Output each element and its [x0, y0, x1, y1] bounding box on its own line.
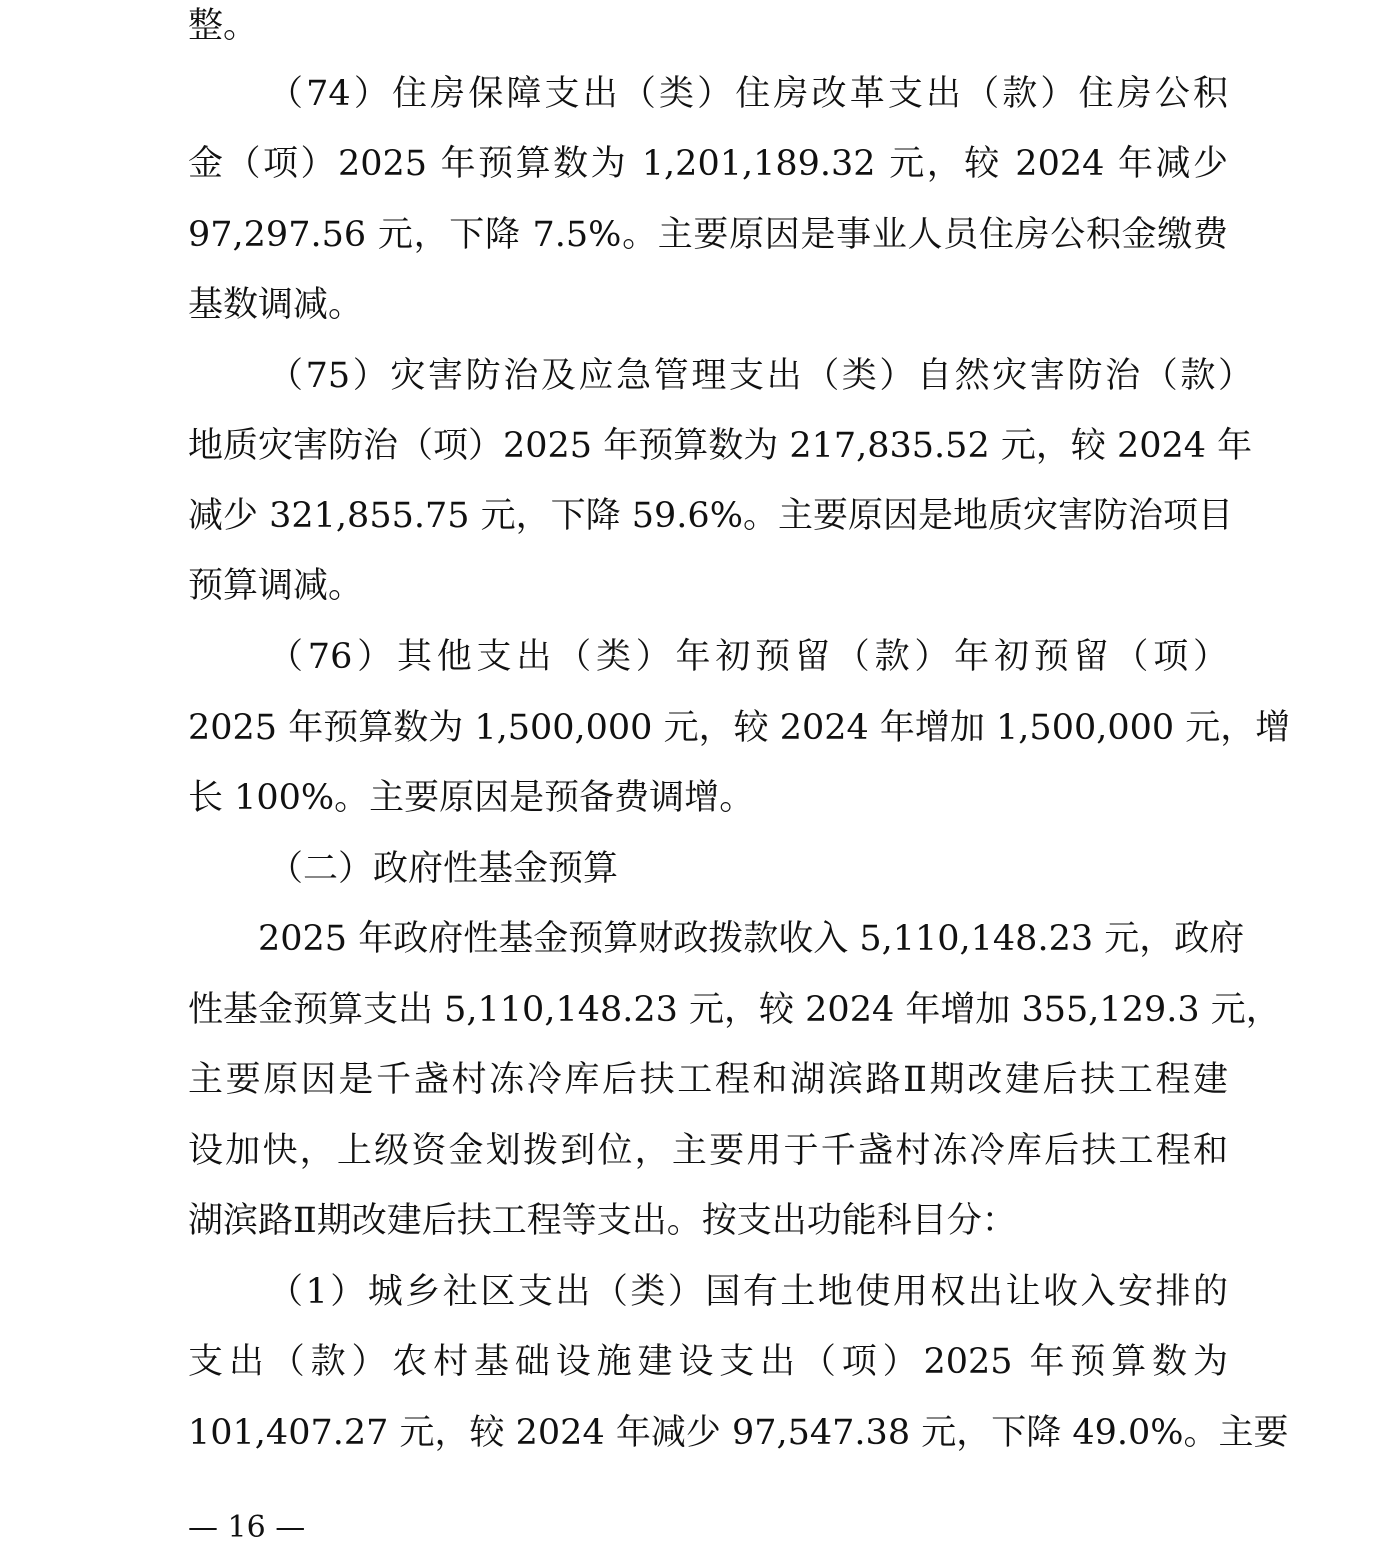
text-line: 长 100%。主要原因是预备费调增。 — [188, 778, 755, 818]
text-line: 101,407.27 元，较 2024 年减少 97,547.38 元，下降 49.0%。主要 — [188, 1413, 1289, 1453]
page-number: — 16 — — [188, 1510, 306, 1545]
text-line: 性基金预算支出 5,110,148.23 元，较 2024 年增加 355,129.3 元， — [188, 990, 1281, 1030]
section-heading: （二）政府性基金预算 — [268, 849, 619, 889]
item-76-heading: （76）其他支出（类）年初预留（款）年初预留（项） — [268, 637, 1228, 677]
text-line: 湖滨路Ⅱ期改建后扶工程等支出。按支出功能科目分： — [188, 1201, 1017, 1241]
text-line: 主要原因是千盏村冻冷库后扶工程和湖滨路Ⅱ期改建后扶工程建 — [188, 1060, 1228, 1100]
text-line: 预算调减。 — [188, 566, 364, 606]
item-1-heading: （1）城乡社区支出（类）国有土地使用权出让收入安排的 — [268, 1272, 1228, 1312]
text-line: 2025 年预算数为 1,500,000 元，较 2024 年增加 1,500,000 元，增 — [188, 708, 1291, 748]
text-line: 2025 年政府性基金预算财政拨款收入 5,110,148.23 元，政府 — [258, 919, 1245, 959]
item-75-heading: （75）灾害防治及应急管理支出（类）自然灾害防治（款） — [268, 356, 1253, 396]
text-line: 金（项）2025 年预算数为 1,201,189.32 元，较 2024 年减少 — [188, 144, 1228, 184]
text-line: 整。 — [188, 6, 259, 46]
text-line: 地质灾害防治（项）2025 年预算数为 217,835.52 元，较 2024 年 — [188, 426, 1253, 466]
text-line: 支出（款）农村基础设施建设支出（项）2025 年预算数为 — [188, 1342, 1228, 1382]
item-74-heading: （74）住房保障支出（类）住房改革支出（款）住房公积 — [268, 74, 1228, 114]
text-line: 97,297.56 元，下降 7.5%。主要原因是事业人员住房公积金缴费 — [188, 215, 1228, 255]
text-line: 设加快，上级资金划拨到位，主要用于千盏村冻冷库后扶工程和 — [188, 1131, 1228, 1171]
text-line: 减少 321,855.75 元，下降 59.6%。主要原因是地质灾害防治项目 — [188, 496, 1233, 536]
text-line: 基数调减。 — [188, 285, 364, 325]
